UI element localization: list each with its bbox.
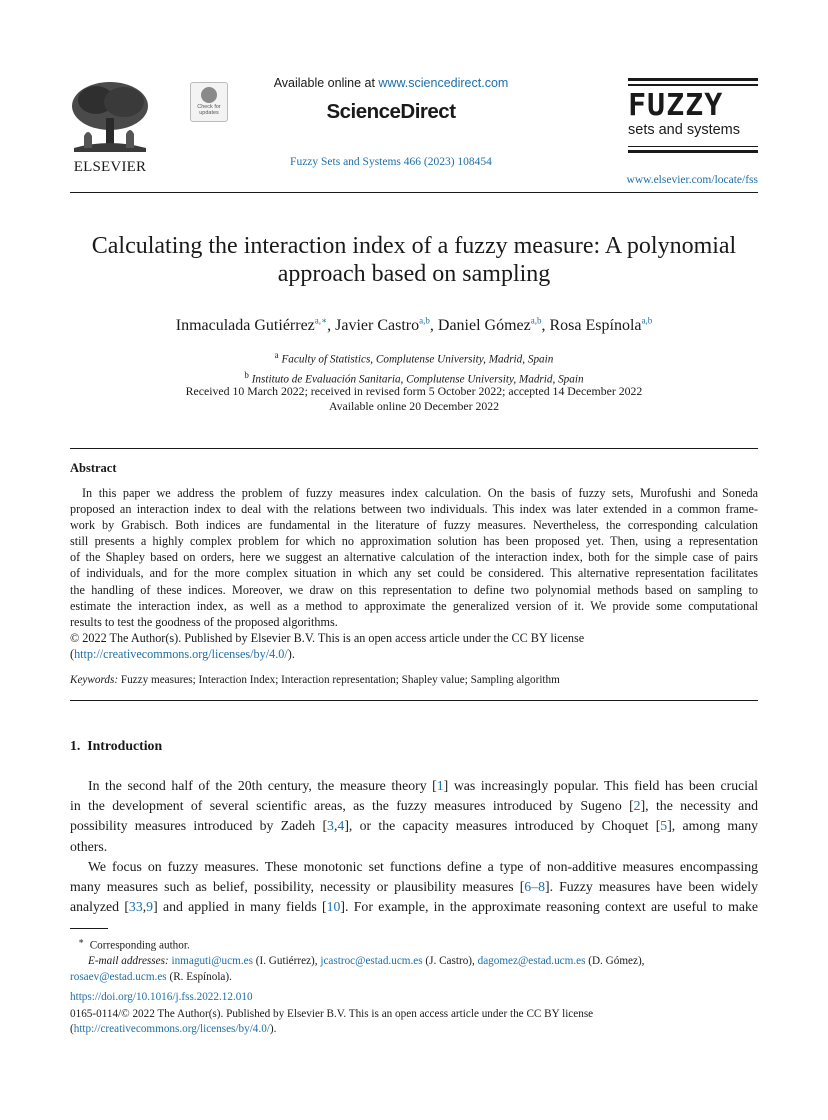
affiliations [60, 348, 768, 387]
citation-link[interactable]: 6–8 [524, 879, 545, 895]
keywords-label: Keywords: [70, 674, 119, 686]
citation-link[interactable]: 3 [327, 818, 334, 834]
available-online-prefix: Available online at [273, 76, 379, 90]
journal-logo-title: FUZZY [628, 87, 724, 123]
paper-title [60, 232, 768, 288]
citation-link[interactable]: 2 [633, 798, 641, 814]
citation-link[interactable]: 1 [436, 778, 444, 793]
journal-reference[interactable]: Fuzzy Sets and Systems 466 (2023) 108454 [290, 156, 492, 168]
footnote-emails: E-mail addresses: inmaguti@ucm.es (I. Gutiérrez), jcastroc@estad.ucm.es (J. Castro), dagomez@estad.ucm.es (D. Gómez), [88, 955, 645, 968]
citation-link[interactable]: 5 [660, 818, 668, 834]
author-list [60, 310, 768, 337]
footnote-corresponding: ∗ Corresponding author. [78, 936, 190, 952]
journal-url[interactable]: www.elsevier.com/locate/fss [626, 174, 758, 186]
publisher-name: ELSEVIER [73, 159, 147, 175]
journal-logo-rule-top2 [628, 84, 758, 86]
abstract-line: In this paper we address the problem of fuzzy measures index calculation. On the basis of fuzzy sets, Murofushi and Soneda [82, 486, 758, 500]
email-link[interactable]: dagomez@estad.ucm.es [477, 955, 586, 968]
journal-logo [628, 78, 758, 168]
bottom-license-line: (http://creativecommons.org/licenses/by/4.0/). [70, 1023, 277, 1035]
dates-available: Available online 20 December 2022 [328, 399, 500, 413]
affiliation-b: $^b$ Instituto de Evaluación Sanitaria, Complutense University, Madrid, Spain [244, 369, 584, 386]
abstract-body [70, 485, 758, 662]
abstract-bottom-rule [70, 700, 758, 701]
keywords-list: Fuzzy measures; Interaction Index; Interaction representation; Shapley value; Sampling algorithm [120, 674, 560, 686]
abstract-license-link-line: (http://creativecommons.org/licenses/by/4.0/). [70, 646, 295, 661]
bottom-license-link[interactable]: http://creativecommons.org/licenses/by/4.0/ [73, 1023, 270, 1035]
abstract-heading: Abstract [70, 461, 117, 475]
keywords [70, 674, 758, 686]
sciencedirect-wordmark: ScienceDirect [326, 100, 456, 123]
paper-title-line2: approach based on sampling [277, 261, 551, 287]
citation-link[interactable]: 4 [337, 818, 345, 834]
journal-logo-rule-bottom [628, 146, 758, 148]
author-1: Inmaculada Gutiérrez$^{a,∗}$, [175, 316, 336, 335]
check-updates-line2: updates [199, 110, 219, 116]
journal-logo-rule-bottom2 [628, 150, 758, 153]
journal-logo-rule-top [628, 78, 758, 81]
abstract-line: work by Grabisch. Both indices are fundamental in the literature of fuzzy measures. Nevertheless, the corresponding calculation [70, 518, 758, 533]
doi-link[interactable]: https://doi.org/10.1016/j.fss.2022.12.010 [70, 991, 253, 1003]
email-link[interactable]: inmaguti@ucm.es [171, 955, 253, 968]
dates-received: Received 10 March 2022; received in revised form 5 October 2022; accepted 14 December 2022 [185, 384, 643, 398]
journal-logo-subtitle: sets and systems [628, 121, 741, 138]
header-rule [70, 192, 758, 193]
abstract-line: still presents a highly complex problem for which no approximation solution has been proposed yet. Then, using a representation [70, 534, 758, 549]
issn-line: 0165-0114/© 2022 The Author(s). Published by Elsevier B.V. This is an open access article under the CC BY license [70, 1007, 594, 1020]
author-2: Javier Castro$^{a,b}$, [335, 316, 438, 335]
affiliation-a: $^a$ Faculty of Statistics, Complutense University, Madrid, Spain [274, 350, 554, 366]
article-meta-bottom [70, 990, 758, 1038]
abstract-line: of individuals, and for the more complex situation in which any set could be considered. This alternative representation facilitates [70, 566, 758, 581]
abstract-license-link[interactable]: http://creativecommons.org/licenses/by/4.0/ [74, 646, 288, 661]
section-heading-introduction: 1. Introduction [70, 738, 163, 753]
footnote [70, 934, 758, 985]
paper-title-line1: Calculating the interaction index of a fuzzy measure: A polynomial [91, 233, 737, 259]
available-online [246, 76, 536, 90]
abstract-line: the handling of these indices. Moreover, we draw on this representation to define two polynomial methods based on sampling to [70, 582, 758, 597]
email-link[interactable]: rosaev@estad.ucm.es [70, 970, 167, 983]
abstract-line: results to test the goodness of the proposed algorithms. [70, 614, 338, 629]
author-3: Daniel Gómez$^{a,b}$, [437, 316, 550, 335]
abstract-line: estimate the interaction index, as well as a method to approximate the generalized version of it. We provide some computational [70, 598, 758, 613]
article-dates [60, 384, 768, 414]
abstract-license: © 2022 The Author(s). Published by Elsevier B.V. This is an open access article under the CC BY license [70, 630, 585, 645]
email-link[interactable]: jcastroc@estad.ucm.es [320, 955, 423, 968]
citation-link[interactable]: 10 [326, 899, 341, 915]
footnote-emails-cont: rosaev@estad.ucm.es (R. Espínola). [70, 970, 232, 983]
elsevier-tree-icon [66, 78, 154, 156]
footnote-rule [70, 928, 108, 929]
author-4: Rosa Espínola$^{a,b}$ [549, 316, 653, 335]
citation-link[interactable]: 9 [146, 899, 154, 915]
citation-link[interactable]: 33 [128, 899, 143, 915]
check-updates-line1: Check for [197, 104, 221, 110]
sciencedirect-link[interactable]: www.sciencedirect.com [378, 76, 509, 90]
intro-paragraph-1: In the second half of the 20th century, the measure theory [1] was increasingly popular. This field has been crucial in the development of several scientific areas, as the fuzzy measures introduced by Sugeno [2], the necessity and possibility measures introduced by Zadeh [3,4], or the capacity measures introduced by Choquet [5], among many others. [70, 778, 759, 854]
abstract-line: of the Shapley based on orders, here we suggest an alternative calculation of the interaction index, both for the simple case of pairs [70, 550, 758, 565]
check-updates-icon [201, 87, 217, 103]
check-for-updates-badge[interactable] [190, 82, 228, 122]
intro-paragraph-2: We focus on fuzzy measures. These monotonic set functions define a type of non-additive measures encompassing many measures such as belief, possibility, necessity or plausibility measures [6–8]. Fuzzy measures have been widely analyzed [33,9] and applied in many fields [10]. For example, in the approximate reasoning context are useful to make [70, 859, 759, 915]
abstract-top-rule [70, 448, 758, 449]
abstract-line: proposed an interaction index to deal with the relations between two individuals. This index was later extended in a common frame- [70, 502, 758, 517]
elsevier-logo [66, 78, 154, 175]
